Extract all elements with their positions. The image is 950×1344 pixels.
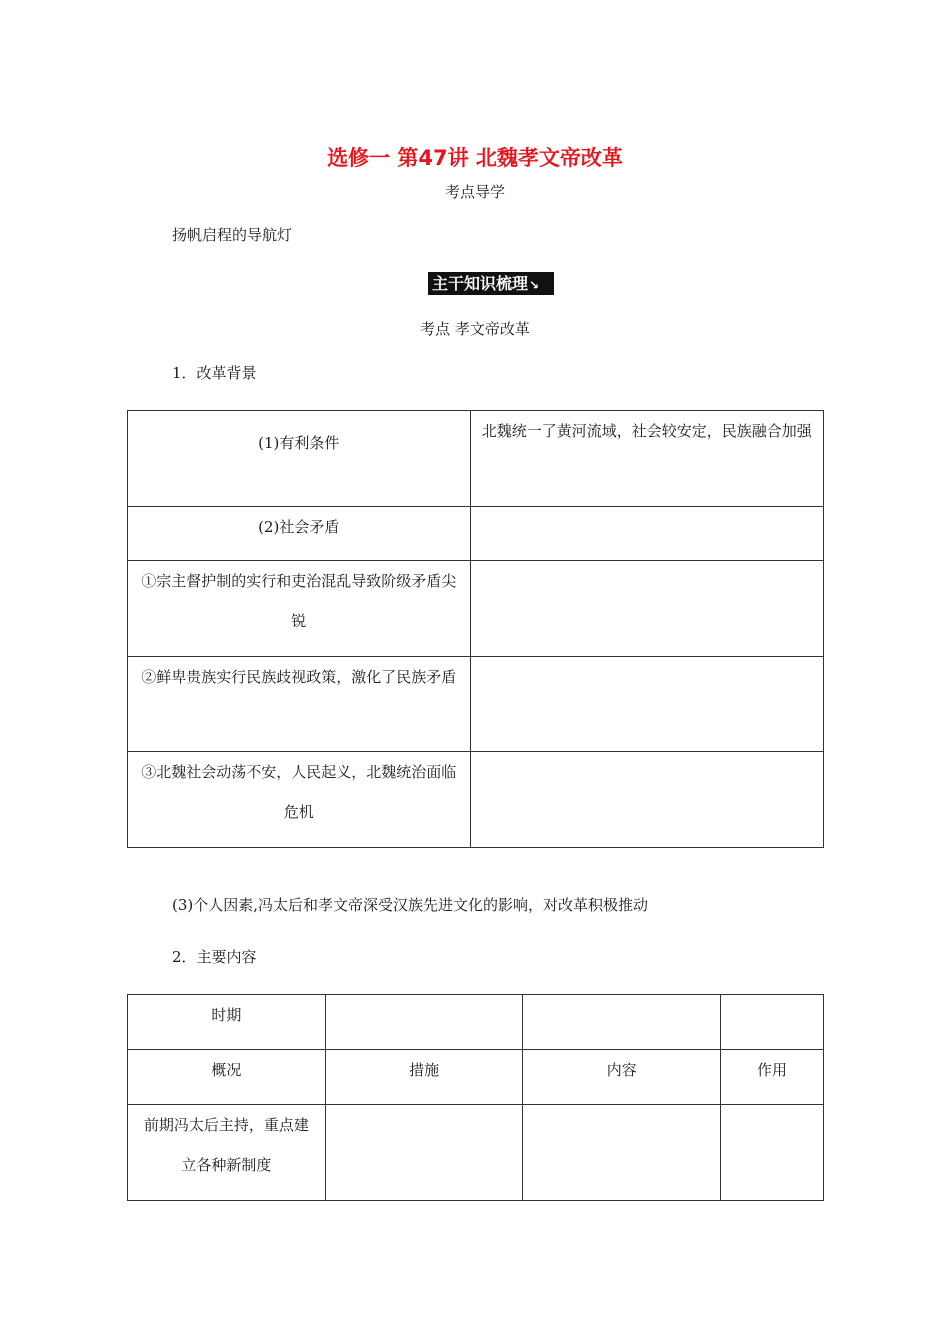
- table-cell: 概况: [128, 1050, 326, 1105]
- section1-heading: 1．改革背景: [172, 364, 257, 382]
- arrow-down-right-icon: ↘: [529, 278, 540, 292]
- table-cell: [523, 995, 721, 1050]
- content-table: [127, 994, 824, 1201]
- table-cell: [721, 995, 824, 1050]
- page-title: 选修一 第47讲 北魏孝文帝改革: [327, 146, 623, 170]
- table-cell: [325, 995, 523, 1050]
- table-cell: [470, 561, 824, 657]
- section-badge: [428, 272, 554, 295]
- table-cell: 内容: [523, 1050, 721, 1105]
- table-cell: [721, 1105, 824, 1201]
- table-row: [128, 411, 824, 507]
- table-row: [128, 1050, 824, 1105]
- table-cell: (2)社会矛盾: [128, 507, 471, 561]
- badge-label: 主干知识梳理: [432, 274, 529, 293]
- table-cell: [470, 752, 824, 848]
- table-cell: ①宗主督护制的实行和吏治混乱导致阶级矛盾尖锐: [128, 561, 471, 657]
- intro-text: 扬帆启程的导航灯: [172, 226, 293, 244]
- section2-heading: 2．主要内容: [172, 948, 257, 966]
- section1-note: (3)个人因素,冯太后和孝文帝深受汉族先进文化的影响，对改革积极推动: [172, 896, 649, 914]
- table-cell: 作用: [721, 1050, 824, 1105]
- table-cell: 北魏统一了黄河流域，社会较安定，民族融合加强: [470, 411, 824, 507]
- table-cell: [470, 657, 824, 752]
- table-cell: (1)有利条件: [128, 411, 471, 507]
- table-row: [128, 1105, 824, 1201]
- table-row: [128, 657, 824, 752]
- table-cell: 措施: [325, 1050, 523, 1105]
- topic-heading: 考点 孝文帝改革: [420, 320, 530, 338]
- table-cell: ③北魏社会动荡不安，人民起义，北魏统治面临危机: [128, 752, 471, 848]
- table-cell: 前期冯太后主持，重点建立各种新制度: [128, 1105, 326, 1201]
- table-row: [128, 752, 824, 848]
- background-table: [127, 410, 824, 848]
- table-row: [128, 507, 824, 561]
- table-cell: [470, 507, 824, 561]
- table-cell: [523, 1105, 721, 1201]
- table-row: [128, 561, 824, 657]
- page-subtitle: 考点导学: [444, 183, 505, 201]
- table-cell: [325, 1105, 523, 1201]
- table-row: [128, 995, 824, 1050]
- table-cell: ②鲜卑贵族实行民族歧视政策，激化了民族矛盾: [128, 657, 471, 752]
- table-cell: 时期: [128, 995, 326, 1050]
